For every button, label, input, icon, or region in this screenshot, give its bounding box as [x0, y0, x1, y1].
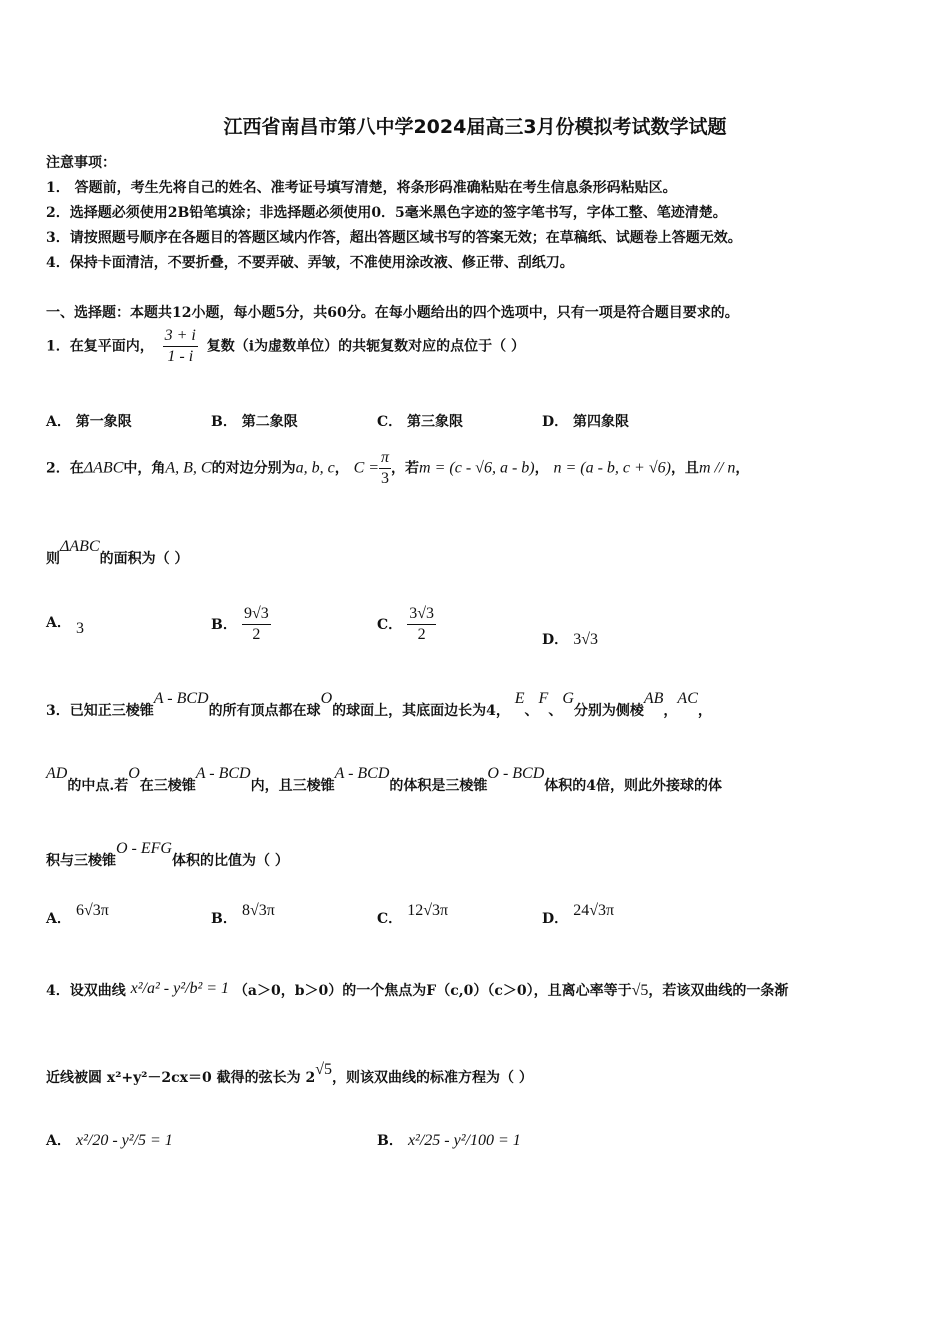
q1-frac-den: 1 - i: [167, 348, 194, 365]
question-2: 2．在ΔABC中，角A, B, C的对边分别为a, b, c， C = $\frac{\pi}{3}$ ，若m = (c - √6, a - b)， n = (a - b, c + √6)，且m // n，: [46, 449, 750, 487]
q3-option-b: B． 8√3π: [211, 902, 275, 927]
question-3: 3．已知正三棱锥A - BCD的所有顶点都在球O的球面上，其底面边长为4， E、F、G分别为侧棱AB，AC，: [46, 690, 712, 719]
q2-option-c: C． $\frac{3√3}{2}$: [377, 605, 435, 643]
q2-m-vector: m = (c - √6, a - b): [419, 459, 535, 477]
q4-hyperbola-eq: x²/a² - y²/b² = 1: [130, 980, 230, 997]
notice-item: 3．请按照题号顺序在各题目的答题区域内作答，超出答题区域书写的答案无效；在草稿纸、试题卷上答题无效。: [46, 230, 742, 246]
q1-frac-num: 3 + i: [163, 326, 198, 347]
q1-fraction: [163, 326, 198, 367]
notice-heading: 注意事项：: [46, 155, 116, 171]
q1-option-b: B． 第二象限: [211, 414, 298, 430]
q3-option-a: A． 6√3π: [46, 902, 109, 927]
q2-option-d: D． 3√3: [542, 631, 599, 648]
question-4-line2: 近线被圆 x²+y²－2cx＝0 截得的弦长为 2√5，则该双曲线的标准方程为（ ）: [46, 1061, 533, 1086]
q1-suffix: 复数（i为虚数单位）的共轭复数对应的点位于（ ）: [206, 338, 525, 355]
q2-n-vector: n = (a - b, c + √6): [553, 459, 671, 477]
q2-option-b: B． $\frac{9√3}{2}$: [211, 605, 269, 643]
notice-item: 2．选择题必须使用2B铅笔填涂；非选择题必须使用0．5毫米黑色字迹的签字笔书写，字体工整、笔迹清楚。: [46, 205, 727, 221]
question-4: 4．设双曲线 x²/a² - y²/b² = 1 （a＞0，b＞0）的一个焦点为F（c,0）（c＞0），且离心率等于√5，若该双曲线的一条渐: [46, 980, 789, 999]
q1-option-d: D． 第四象限: [542, 414, 630, 430]
notice-item: 1． 答题前，考生先将自己的姓名、准考证号填写清楚，将条形码准确粘贴在考生信息条形码粘贴区。: [46, 180, 677, 196]
q4-option-a: A． x²/20 - y²/5 = 1: [46, 1132, 173, 1149]
q2-parallel: m // n: [698, 459, 736, 477]
q2-angles: A, B, C: [165, 459, 212, 477]
question-3-line3: 积与三棱锥O - EFG体积的比值为（ ）: [46, 840, 289, 869]
q2-pi-frac: $\frac{\pi}{3}$: [381, 449, 390, 487]
q2-triangle: ΔABC: [83, 459, 124, 477]
q2-c-eq: C =: [353, 459, 380, 477]
q1-option-c: C． 第三象限: [377, 414, 464, 430]
q2-sides: a, b, c: [295, 459, 335, 477]
question-3-line2: AD的中点.若O在三棱锥A - BCD内，且三棱锥A - BCD的体积是三棱锥O - BCD体积的4倍，则此外接球的体: [46, 765, 723, 794]
question-2-line2: 则ΔABC的面积为（ ）: [46, 538, 189, 567]
q4-option-b: B． x²/25 - y²/100 = 1: [377, 1132, 521, 1149]
q3-option-d: D． 24√3π: [542, 902, 615, 927]
notice-item: 4．保持卡面清洁，不要折叠，不要弄破、弄皱，不准使用涂改液、修正带、刮纸刀。: [46, 255, 574, 271]
page-title: 江西省南昌市第八中学2024届高三3月份模拟考试数学试题: [223, 116, 727, 138]
q2-triangle-2: ΔABC: [60, 538, 100, 555]
q2-option-a: A． 3: [46, 615, 84, 637]
section-heading: 一、选择题：本题共12小题，每小题5分，共60分。在每小题给出的四个选项中，只有一项是符合题目要求的。: [46, 305, 739, 321]
q4-sqrt5: √5: [631, 982, 649, 999]
q1-prefix: 1．在复平面内，: [46, 338, 154, 355]
q3-option-c: C． 12√3π: [377, 902, 449, 927]
question-1: [46, 326, 525, 367]
q1-option-a: A． 第一象限: [46, 414, 132, 430]
